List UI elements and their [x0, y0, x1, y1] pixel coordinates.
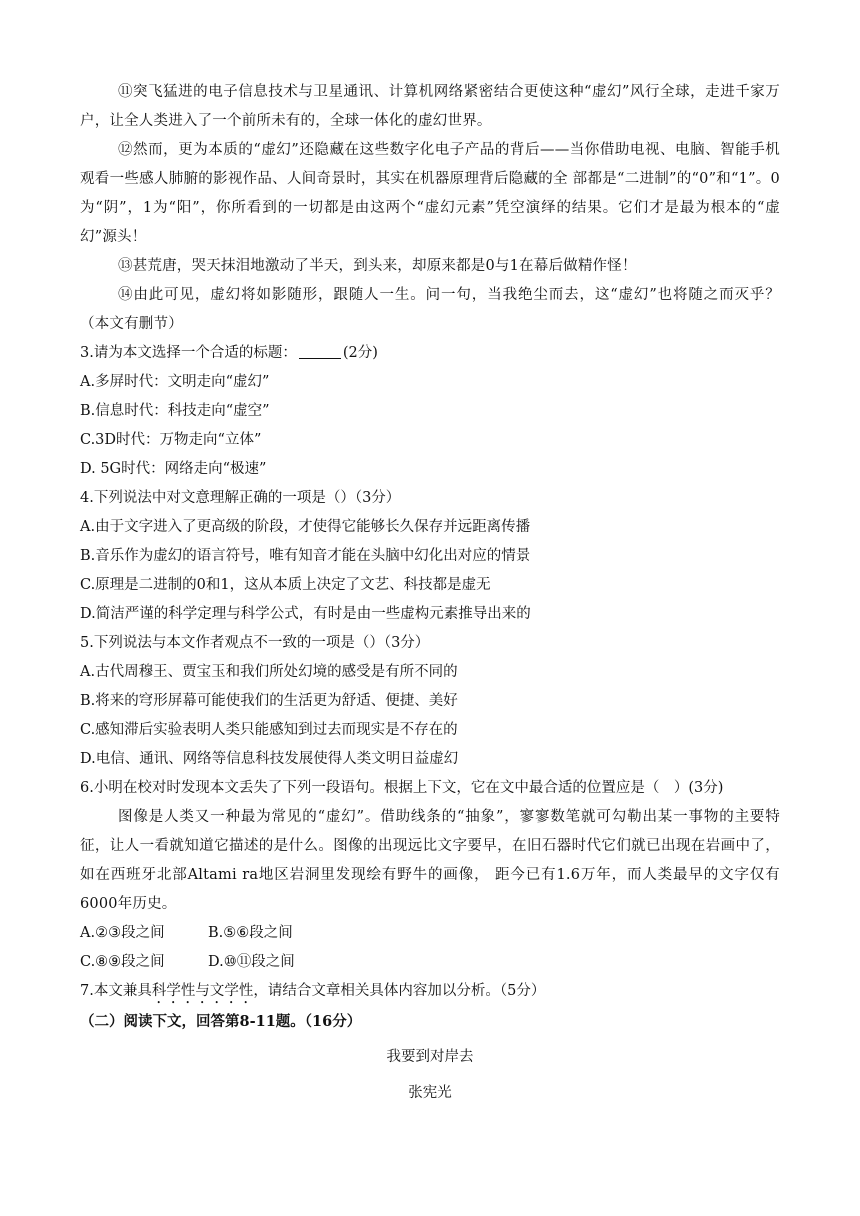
paragraph-14-text: ⑭由此可见，虚幻将如影随形，跟随人一生。问一句，当我绝尘而去，这“虚幻”也将随之而灭乎？ — [118, 287, 780, 303]
question-3-option-d: D. 5G时代：网络走向“极速” — [80, 461, 267, 477]
paragraph-13: ⑬甚荒唐，哭天抹泪地激动了半天，到头来，却原来都是0与1在幕后做精作怪！ — [118, 258, 637, 274]
article-author: 张宪光 — [408, 1085, 452, 1101]
deletion-note: （本文有删节） — [80, 316, 183, 332]
question-5-option-a: A.古代周穆王、贾宝玉和我们所处幻境的感受是有所不同的 — [80, 664, 458, 680]
question-6-option-d: D.⑩⑪段之间 — [208, 954, 295, 970]
question-5-option-c: C.感知滞后实验表明人类只能感知到过去而现实是不存在的 — [80, 722, 458, 738]
question-6-options-row-2 — [80, 948, 780, 977]
question-3-stem-after: (2分) — [342, 345, 378, 361]
question-6-option-c: C.⑧⑨段之间 — [80, 954, 165, 970]
question-7-stem — [80, 977, 780, 1007]
question-3-stem — [80, 339, 780, 368]
question-6-option-b: B.⑤⑥段之间 — [208, 925, 293, 941]
question-4-stem: 4.下列说法中对文意理解正确的一项是（）（3分） — [80, 490, 401, 506]
question-6-stem: 6.小明在校对时发现本文丢失了下列一段语句。根据上下文，它在文中最合适的位置应是（ ）(3分) — [80, 780, 724, 796]
question-6-passage: 图像是人类又一种最为常见的“虚幻”。借助线条的“抽象”，寥寥数笔就可勾勒出某一事物的主要特征，让人一看就知道它描述的是什么。图像的出现远比文字要早，在旧石器时代它们就已出现在岩画中了，如在西班牙北部Altami ra地区岩洞里发现绘有野牛的画像， 距今已有1.6万年，而人类最早的文字仅有6000年历史。 — [80, 809, 780, 912]
paragraph-14 — [80, 281, 780, 339]
question-6-option-a: A.②③段之间 — [80, 925, 165, 941]
question-5-stem: 5.下列说法与本文作者观点不一致的一项是（）（3分） — [80, 635, 430, 651]
question-5-option-b: B.将来的穹形屏幕可能使我们的生活更为舒适、便捷、美好 — [80, 693, 458, 709]
question-3-stem-before: 3.请为本文选择一个合适的标题： — [80, 345, 297, 361]
article-title: 我要到对岸去 — [386, 1049, 474, 1065]
paragraph-12: ⑫然而，更为本质的“虚幻”还隐藏在这些数字化电子产品的背后——当你借助电视、电脑、智能手机观看一些感人肺腑的影视作品、人间奇景时，其实在机器原理背后隐藏的全 部都是“二进制”的“0”和“1”。0为“阴”，1为“阳”，你所看到的一切都是由这两个“虚幻元素”凭空演绎的结果。它们才是最为根本的“虚幻”源头！ — [80, 142, 780, 245]
question-6-options-row-1 — [80, 919, 780, 948]
question-4-option-b: B.音乐作为虚幻的语言符号，唯有知音才能在头脑中幻化出对应的情景 — [80, 548, 531, 564]
question-4-option-d: D.简洁严谨的科学定理与科学公式，有时是由一些虚构元素推导出来的 — [80, 606, 531, 622]
question-3-option-b: B.信息时代：科技走向“虚空” — [80, 403, 270, 419]
question-4-option-c: C.原理是二进制的0和1，这从本质上决定了文艺、科技都是虚无 — [80, 577, 491, 593]
answer-blank[interactable] — [299, 344, 341, 359]
section-2-heading: （二）阅读下文，回答第8-11题。（16分） — [80, 1013, 362, 1030]
question-3-option-a: A.多屏时代：文明走向“虚幻” — [80, 374, 270, 390]
question-7-suffix: ，请结合文章相关具体内容加以分析。（5分） — [253, 983, 546, 999]
question-7-emphasis: 科学性与文学性 — [151, 983, 254, 999]
paragraph-11: ⑪突飞猛进的电子信息技术与卫星通讯、计算机网络紧密结合更使这种“虚幻”风行全球，走进千家万户，让全人类进入了一个前所未有的，全球一体化的虚幻世界。 — [80, 84, 780, 129]
question-7-prefix: 7.本文兼具 — [80, 983, 152, 999]
document-page — [80, 78, 780, 1108]
question-4-option-a: A.由于文字进入了更高级的阶段，才使得它能够长久保存并远距离传播 — [80, 519, 531, 535]
question-3-option-c: C.3D时代：万物走向“立体” — [80, 432, 262, 448]
question-5-option-d: D.电信、通讯、网络等信息科技发展使得人类文明日益虚幻 — [80, 751, 459, 767]
